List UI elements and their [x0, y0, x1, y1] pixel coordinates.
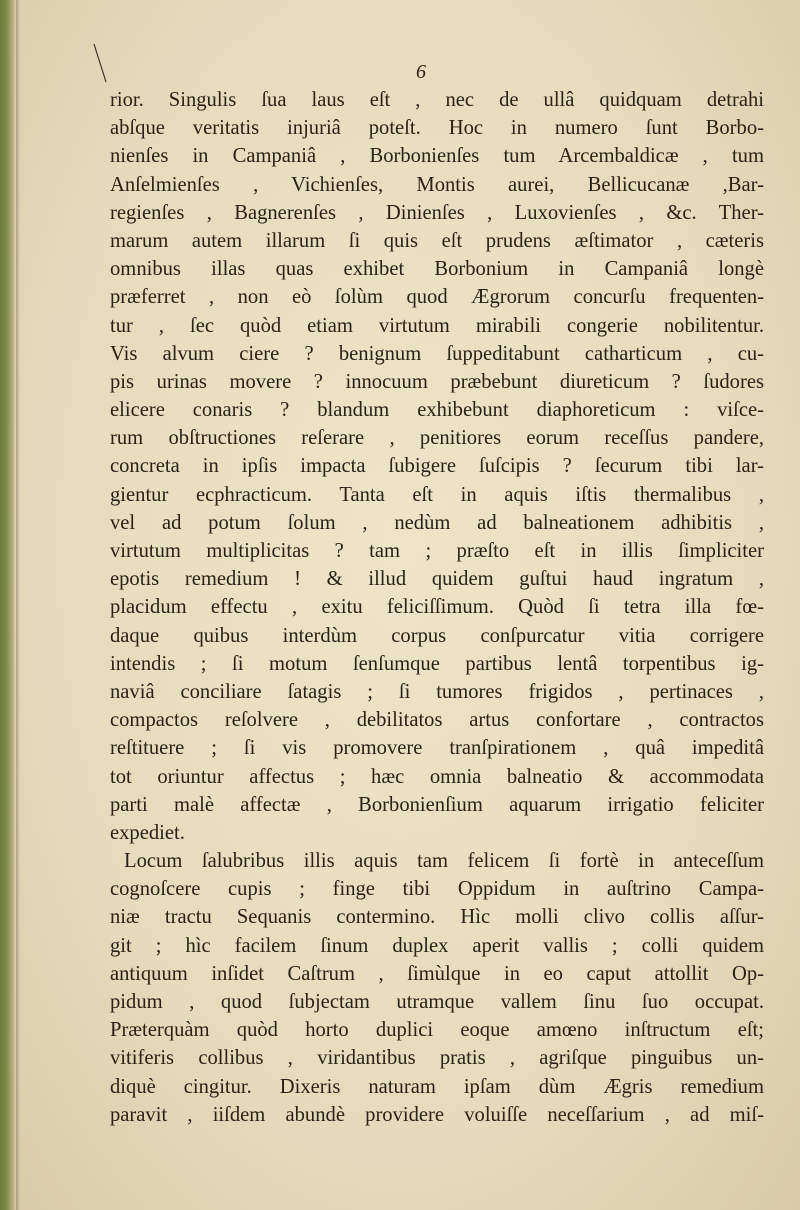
- text-line: tot oriuntur affectus ; hæc omnia balneatio & accommodata: [110, 765, 764, 788]
- text-line: vel ad potum ſolum , nedùm ad balneationem adhibitis ,: [110, 511, 764, 534]
- page-number: 6: [416, 61, 426, 83]
- text-line: rior. Singulis ſua laus eſt , nec de ullâ quidquam detrahi: [110, 89, 764, 111]
- text-line: virtutum multiplicitas ? tam ; præſto eſt in illis ſimpliciter: [110, 540, 764, 562]
- text-line: paravit , iiſdem abundè providere voluiſſe neceſſarium , ad miſ-: [110, 1103, 764, 1126]
- text-line: marum autem illarum ſi quis eſt prudens æſtimator , cæteris: [110, 229, 764, 252]
- text-line: Præterquàm quòd horto duplici eoque amœno inſtructum eſt;: [110, 1019, 764, 1042]
- text-line: daque quibus interdùm corpus conſpurcatur vitia corrigere: [110, 624, 764, 647]
- text-line: expediet.: [110, 821, 185, 844]
- text-line: placidum effectu , exitu feliciſſimum. Quòd ſi tetra illa fœ-: [110, 596, 764, 619]
- text-line: naviâ conciliare ſatagis ; ſi tumores frigidos , pertinaces ,: [110, 680, 764, 703]
- text-line: tur , ſec quòd etiam virtutum mirabili congerie nobilitentur.: [110, 314, 764, 337]
- text-line: concreta in ipſis impacta ſubigere ſuſcipis ? ſecurum tibi lar-: [110, 455, 764, 478]
- text-line: gientur ecphracticum. Tanta eſt in aquis iſtis thermalibus ,: [110, 483, 764, 506]
- text-line: epotis remedium ! & illud quidem guſtui haud ingratum ,: [110, 568, 764, 591]
- text-line: nienſes in Campaniâ , Borbonienſes tum Arcembaldicæ , tum: [110, 145, 764, 168]
- text-line: præferret , non eò ſolùm quod Ægrorum concurſu frequenten-: [110, 286, 764, 309]
- text-line: diquè cingitur. Dixeris naturam ipſam dùm Ægris remedium: [110, 1075, 764, 1098]
- text-line: antiquum inſidet Caſtrum , ſimùlque in eo caput attollit Op-: [110, 962, 764, 985]
- text-line: regienſes , Bagnerenſes , Dinienſes , Luxovienſes , &c. Ther-: [110, 201, 764, 224]
- text-line: pidum , quod ſubjectam utramque vallem ſinu ſuo occupat.: [110, 991, 764, 1013]
- text-line: niæ tractu Sequanis contermino. Hìc molli clivo collis aſſur-: [110, 906, 764, 929]
- text-line: git ; hìc facilem ſinum duplex aperit vallis ; colli quidem: [110, 934, 764, 957]
- text-line: cognoſcere cupis ; finge tibi Oppidum in auſtrino Campa-: [110, 878, 764, 901]
- text-line: intendis ; ſi motum ſenſumque partibus lentâ torpentibus ig-: [110, 652, 764, 675]
- pen-stroke-mark: [92, 42, 120, 84]
- binding-edge: [0, 0, 16, 1210]
- text-line: Vis alvum ciere ? benignum ſuppeditabunt catharticum , cu-: [110, 342, 764, 365]
- text-line: reſtituere ; ſi vis promovere tranſpirationem , quâ impeditâ: [110, 737, 764, 760]
- text-line: omnibus illas quas exhibet Borbonium in Campaniâ longè: [110, 258, 764, 281]
- text-line: rum obſtructiones reſerare , penitiores eorum receſſus pandere,: [110, 427, 764, 450]
- body-text: [110, 86, 764, 1129]
- text-line: vitiferis collibus , viridantibus pratis , agriſque pinguibus un-: [110, 1047, 764, 1070]
- text-line: compactos reſolvere , debilitatos artus confortare , contractos: [110, 709, 764, 732]
- text-line: pis urinas movere ? innocuum præbebunt diureticum ? ſudores: [110, 370, 764, 393]
- gutter-shadow: [16, 0, 20, 1210]
- text-line: Anſelmienſes , Vichienſes, Montis aurei, Bellicucanæ ,Bar-: [110, 173, 764, 196]
- text-line: elicere conaris ? blandum exhibebunt diaphoreticum : viſce-: [110, 399, 764, 422]
- text-line: abſque veritatis injuriâ poteſt. Hoc in numero ſunt Borbo-: [110, 117, 764, 140]
- text-line: parti malè affectæ , Borbonienſium aquarum irrigatio feliciter: [110, 793, 764, 816]
- text-line: Locum ſalubribus illis aquis tam felicem ſi fortè in anteceſſum: [124, 850, 764, 873]
